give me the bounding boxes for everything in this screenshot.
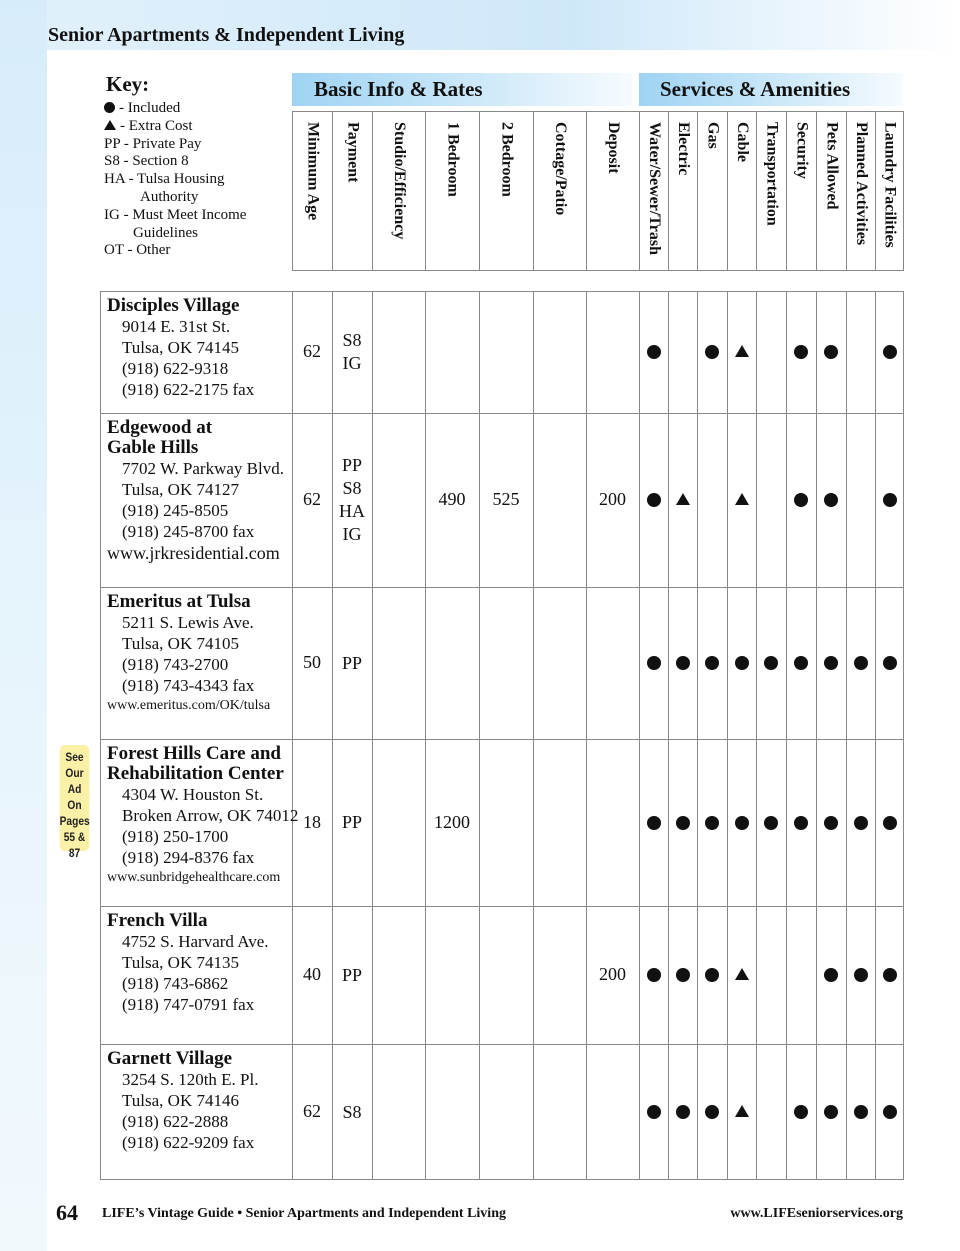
key-item bbox=[104, 225, 246, 243]
extra-cost-triangle-icon bbox=[735, 1105, 749, 1117]
listing-address-line: (918) 743-4343 fax bbox=[122, 676, 255, 695]
column-header-bottom-rule bbox=[292, 270, 904, 271]
grid-column-rule bbox=[639, 292, 640, 1179]
listing-website[interactable]: www.emeritus.com/OK/tulsa bbox=[107, 698, 271, 713]
grid-row-rule bbox=[101, 413, 903, 414]
rate-two-bed: 525 bbox=[492, 489, 520, 509]
column-header bbox=[786, 112, 816, 270]
included-dot-icon bbox=[676, 656, 690, 670]
footer-url[interactable]: www.LIFEseniorservices.org bbox=[730, 1206, 903, 1221]
key-item bbox=[104, 189, 246, 207]
listing-address-line: (918) 622-9318 bbox=[122, 359, 229, 378]
column-header bbox=[372, 112, 425, 270]
minimum-age: 50 bbox=[303, 652, 321, 672]
column-header bbox=[586, 112, 639, 270]
listing-address-line: Tulsa, OK 74135 bbox=[122, 953, 239, 972]
included-dot-icon bbox=[824, 1105, 838, 1119]
payment-types bbox=[332, 1101, 372, 1124]
rate-deposit: 200 bbox=[599, 489, 626, 509]
column-header-label: Cottage/Patio bbox=[552, 122, 569, 216]
payment-type: HA bbox=[339, 501, 365, 521]
key-item bbox=[104, 136, 246, 154]
key-item bbox=[104, 207, 246, 225]
listing-address-line: (918) 622-2175 fax bbox=[122, 380, 255, 399]
included-dot-icon bbox=[647, 816, 661, 830]
grid-row-rule bbox=[101, 1044, 903, 1045]
grid-column-rule bbox=[372, 292, 373, 1179]
listing-address-line: (918) 743-2700 bbox=[122, 655, 229, 674]
grid-column-rule bbox=[816, 292, 817, 1179]
section-services: Services & Amenities bbox=[639, 73, 903, 106]
grid-column-rule bbox=[668, 292, 669, 1179]
included-dot-icon bbox=[676, 816, 690, 830]
payment-type: PP bbox=[341, 455, 363, 475]
extra-cost-triangle-icon bbox=[735, 345, 749, 357]
column-header bbox=[816, 112, 846, 270]
listing-address-line: Tulsa, OK 74127 bbox=[122, 480, 239, 499]
key-item-label: HA - Tulsa Housing bbox=[104, 171, 225, 188]
column-header bbox=[727, 112, 756, 270]
payment-types bbox=[332, 811, 372, 834]
listing-block bbox=[107, 296, 254, 400]
grid-column-rule bbox=[756, 292, 757, 1179]
listing-address-line: (918) 294-8376 fax bbox=[122, 848, 255, 867]
column-header-label: Transportation bbox=[763, 122, 781, 226]
column-header-label: Laundry Facilities bbox=[881, 122, 899, 248]
column-header-label: 1 Bedroom bbox=[444, 122, 462, 197]
rate-one-bed: 1200 bbox=[434, 811, 470, 832]
column-header bbox=[332, 112, 372, 270]
column-header-label: Studio/Efficiency bbox=[391, 122, 408, 240]
included-dot-icon bbox=[676, 1105, 690, 1119]
column-header-label: Water/Sewer/Trash bbox=[646, 122, 663, 256]
rate-one-bed: 490 bbox=[438, 489, 466, 509]
column-header bbox=[875, 112, 904, 270]
included-dot-icon bbox=[794, 493, 808, 507]
included-dot-icon bbox=[705, 968, 719, 982]
minimum-age: 62 bbox=[303, 1101, 321, 1121]
key-item bbox=[104, 100, 246, 118]
listing-address-line: 7702 W. Parkway Blvd. bbox=[122, 459, 284, 478]
payment-type: IG bbox=[342, 353, 362, 373]
key-list bbox=[104, 100, 246, 260]
page-number: 64 bbox=[56, 1200, 78, 1225]
payment-types bbox=[332, 652, 372, 675]
listing-block bbox=[107, 1049, 259, 1153]
see-ad-line: 87 bbox=[68, 846, 81, 860]
payment-type: S8 bbox=[342, 1101, 362, 1122]
column-header-label: Minimum Age bbox=[304, 122, 322, 221]
grid-column-rule bbox=[846, 292, 847, 1179]
column-header-label: Payment bbox=[344, 122, 362, 183]
listing-address-line: (918) 622-2888 bbox=[122, 1112, 229, 1131]
included-dot-icon bbox=[735, 816, 749, 830]
extra-cost-triangle-icon bbox=[735, 493, 749, 505]
column-header bbox=[639, 112, 668, 270]
listing-address-line: Tulsa, OK 74105 bbox=[122, 634, 239, 653]
see-ad-line: See bbox=[65, 750, 84, 764]
column-header-label: Cable bbox=[734, 122, 751, 162]
column-header-label: Pets Allowed bbox=[823, 122, 841, 210]
column-header bbox=[479, 112, 533, 270]
column-header-label: Electric bbox=[675, 122, 692, 176]
grid-column-rule bbox=[533, 292, 534, 1179]
key-item-label: Authority bbox=[140, 188, 199, 205]
listing-name: Disciples Village bbox=[107, 295, 240, 316]
included-dot-icon bbox=[883, 493, 897, 507]
payment-type: S8 bbox=[342, 330, 362, 350]
column-header bbox=[697, 112, 727, 270]
extra-cost-triangle-icon bbox=[676, 493, 690, 505]
key-item bbox=[104, 153, 246, 171]
payment-type: PP bbox=[341, 812, 363, 832]
column-header bbox=[756, 112, 786, 270]
grid-column-rule bbox=[479, 292, 480, 1179]
listing-address-line: (918) 245-8700 fax bbox=[122, 522, 255, 541]
payment-type: S8 bbox=[342, 478, 362, 498]
listing-block bbox=[107, 592, 270, 715]
listing-address-line: (918) 245-8505 bbox=[122, 501, 229, 520]
included-dot-icon bbox=[647, 345, 661, 359]
listing-name: Gable Hills bbox=[107, 437, 199, 458]
see-ad-badge[interactable] bbox=[59, 745, 90, 860]
included-dot-icon bbox=[676, 968, 690, 982]
key-title: Key: bbox=[106, 72, 150, 96]
grid-column-rule bbox=[786, 292, 787, 1179]
listing-address-line: 3254 S. 120th E. Pl. bbox=[122, 1070, 259, 1089]
included-dot-icon bbox=[824, 968, 838, 982]
included-dot-icon bbox=[883, 968, 897, 982]
included-dot-icon bbox=[883, 816, 897, 830]
included-dot-icon bbox=[854, 656, 868, 670]
listing-address-line: (918) 747-0791 fax bbox=[122, 995, 255, 1014]
section-basic-info: Basic Info & Rates bbox=[292, 73, 632, 106]
included-dot-icon bbox=[647, 656, 661, 670]
see-ad-line: Pages bbox=[59, 814, 90, 828]
payment-type: IG bbox=[342, 524, 362, 544]
listing-block bbox=[107, 418, 284, 565]
listing-block bbox=[107, 744, 298, 887]
filled-circle-icon bbox=[104, 102, 115, 113]
included-dot-icon bbox=[824, 493, 838, 507]
minimum-age: 40 bbox=[303, 964, 321, 984]
grid-column-rule bbox=[727, 292, 728, 1179]
column-header-label: Planned Activities bbox=[853, 122, 870, 246]
listing-address-line: 4752 S. Harvard Ave. bbox=[122, 932, 269, 951]
included-dot-icon bbox=[794, 816, 808, 830]
filled-triangle-icon bbox=[104, 120, 116, 130]
key-item-label: PP - Private Pay bbox=[104, 135, 202, 152]
payment-types bbox=[332, 329, 372, 375]
included-dot-icon bbox=[824, 816, 838, 830]
included-dot-icon bbox=[883, 656, 897, 670]
column-headers bbox=[292, 111, 904, 270]
included-dot-icon bbox=[824, 345, 838, 359]
listing-website[interactable]: www.jrkresidential.com bbox=[107, 543, 280, 563]
key-item-label: - Included bbox=[119, 100, 181, 116]
grid-column-rule bbox=[425, 292, 426, 1179]
listing-address-line: 4304 W. Houston St. bbox=[122, 785, 264, 804]
included-dot-icon bbox=[647, 493, 661, 507]
minimum-age: 62 bbox=[303, 489, 321, 509]
included-dot-icon bbox=[824, 656, 838, 670]
listing-address-line: Tulsa, OK 74146 bbox=[122, 1091, 239, 1110]
grid-column-rule bbox=[586, 292, 587, 1179]
column-header-label: Gas bbox=[704, 122, 722, 149]
included-dot-icon bbox=[705, 1105, 719, 1119]
listing-name: Rehabilitation Center bbox=[107, 763, 284, 784]
included-dot-icon bbox=[883, 345, 897, 359]
listing-website[interactable]: www.sunbridgehealthcare.com bbox=[107, 870, 281, 885]
minimum-age: 62 bbox=[303, 341, 321, 361]
included-dot-icon bbox=[735, 656, 749, 670]
see-ad-line: Ad On bbox=[67, 782, 82, 812]
payment-types bbox=[332, 964, 372, 987]
column-header bbox=[668, 112, 697, 270]
listing-address-line: Broken Arrow, OK 74012 bbox=[122, 806, 299, 825]
included-dot-icon bbox=[794, 345, 808, 359]
included-dot-icon bbox=[854, 1105, 868, 1119]
listing-name: Emeritus at Tulsa bbox=[107, 591, 251, 612]
grid-column-rule bbox=[292, 292, 293, 1179]
listing-address-line: 5211 S. Lewis Ave. bbox=[122, 613, 254, 632]
included-dot-icon bbox=[647, 968, 661, 982]
listing-name: Forest Hills Care and bbox=[107, 743, 281, 764]
listing-block bbox=[107, 911, 269, 1015]
page-header: Senior Apartments & Independent Living bbox=[48, 24, 405, 46]
payment-type: PP bbox=[341, 652, 363, 673]
column-header bbox=[292, 112, 332, 270]
listing-address-line: (918) 743-6862 bbox=[122, 974, 229, 993]
included-dot-icon bbox=[705, 345, 719, 359]
extra-cost-triangle-icon bbox=[735, 968, 749, 980]
included-dot-icon bbox=[647, 1105, 661, 1119]
column-header-label: Security bbox=[793, 122, 811, 179]
payment-types bbox=[332, 454, 372, 546]
left-band bbox=[0, 0, 47, 1251]
see-ad-line: Our bbox=[65, 766, 84, 780]
listing-name: Edgewood at bbox=[107, 417, 213, 438]
footer-guide-title: LIFE’s Vintage Guide • Senior Apartments and Independent Living bbox=[102, 1206, 506, 1221]
key-item-label: OT - Other bbox=[104, 242, 171, 259]
column-header bbox=[425, 112, 479, 270]
key-item-label: Guidelines bbox=[133, 224, 198, 241]
included-dot-icon bbox=[794, 1105, 808, 1119]
key-item bbox=[104, 118, 246, 136]
grid-column-rule bbox=[332, 292, 333, 1179]
grid-row-rule bbox=[101, 739, 903, 740]
listing-name: French Villa bbox=[107, 910, 208, 931]
column-header-label: 2 Bedroom bbox=[498, 122, 516, 197]
listing-address-line: Tulsa, OK 74145 bbox=[122, 338, 239, 357]
grid-column-rule bbox=[697, 292, 698, 1179]
key-item-label: - Extra Cost bbox=[120, 117, 193, 134]
included-dot-icon bbox=[883, 1105, 897, 1119]
included-dot-icon bbox=[794, 656, 808, 670]
listing-address-line: (918) 250-1700 bbox=[122, 827, 229, 846]
included-dot-icon bbox=[764, 656, 778, 670]
included-dot-icon bbox=[705, 656, 719, 670]
minimum-age: 18 bbox=[303, 811, 321, 832]
see-ad-line: 55 & bbox=[63, 830, 86, 844]
grid-column-rule bbox=[875, 292, 876, 1179]
key-item-label: S8 - Section 8 bbox=[104, 153, 189, 170]
key-item bbox=[104, 171, 246, 189]
grid-row-rule bbox=[101, 906, 903, 907]
rate-deposit: 200 bbox=[599, 964, 626, 984]
included-dot-icon bbox=[854, 968, 868, 982]
column-header-label: Deposit bbox=[605, 122, 622, 174]
included-dot-icon bbox=[854, 816, 868, 830]
column-header bbox=[846, 112, 875, 270]
payment-type: PP bbox=[341, 964, 363, 985]
column-header bbox=[533, 112, 586, 270]
listing-name: Garnett Village bbox=[107, 1048, 233, 1069]
grid-row-rule bbox=[101, 587, 903, 588]
included-dot-icon bbox=[764, 816, 778, 830]
included-dot-icon bbox=[705, 816, 719, 830]
key-item-label: IG - Must Meet Income bbox=[104, 206, 247, 223]
listing-address-line: (918) 622-9209 fax bbox=[122, 1133, 255, 1152]
listing-address-line: 9014 E. 31st St. bbox=[122, 317, 231, 336]
key-item bbox=[104, 242, 246, 260]
